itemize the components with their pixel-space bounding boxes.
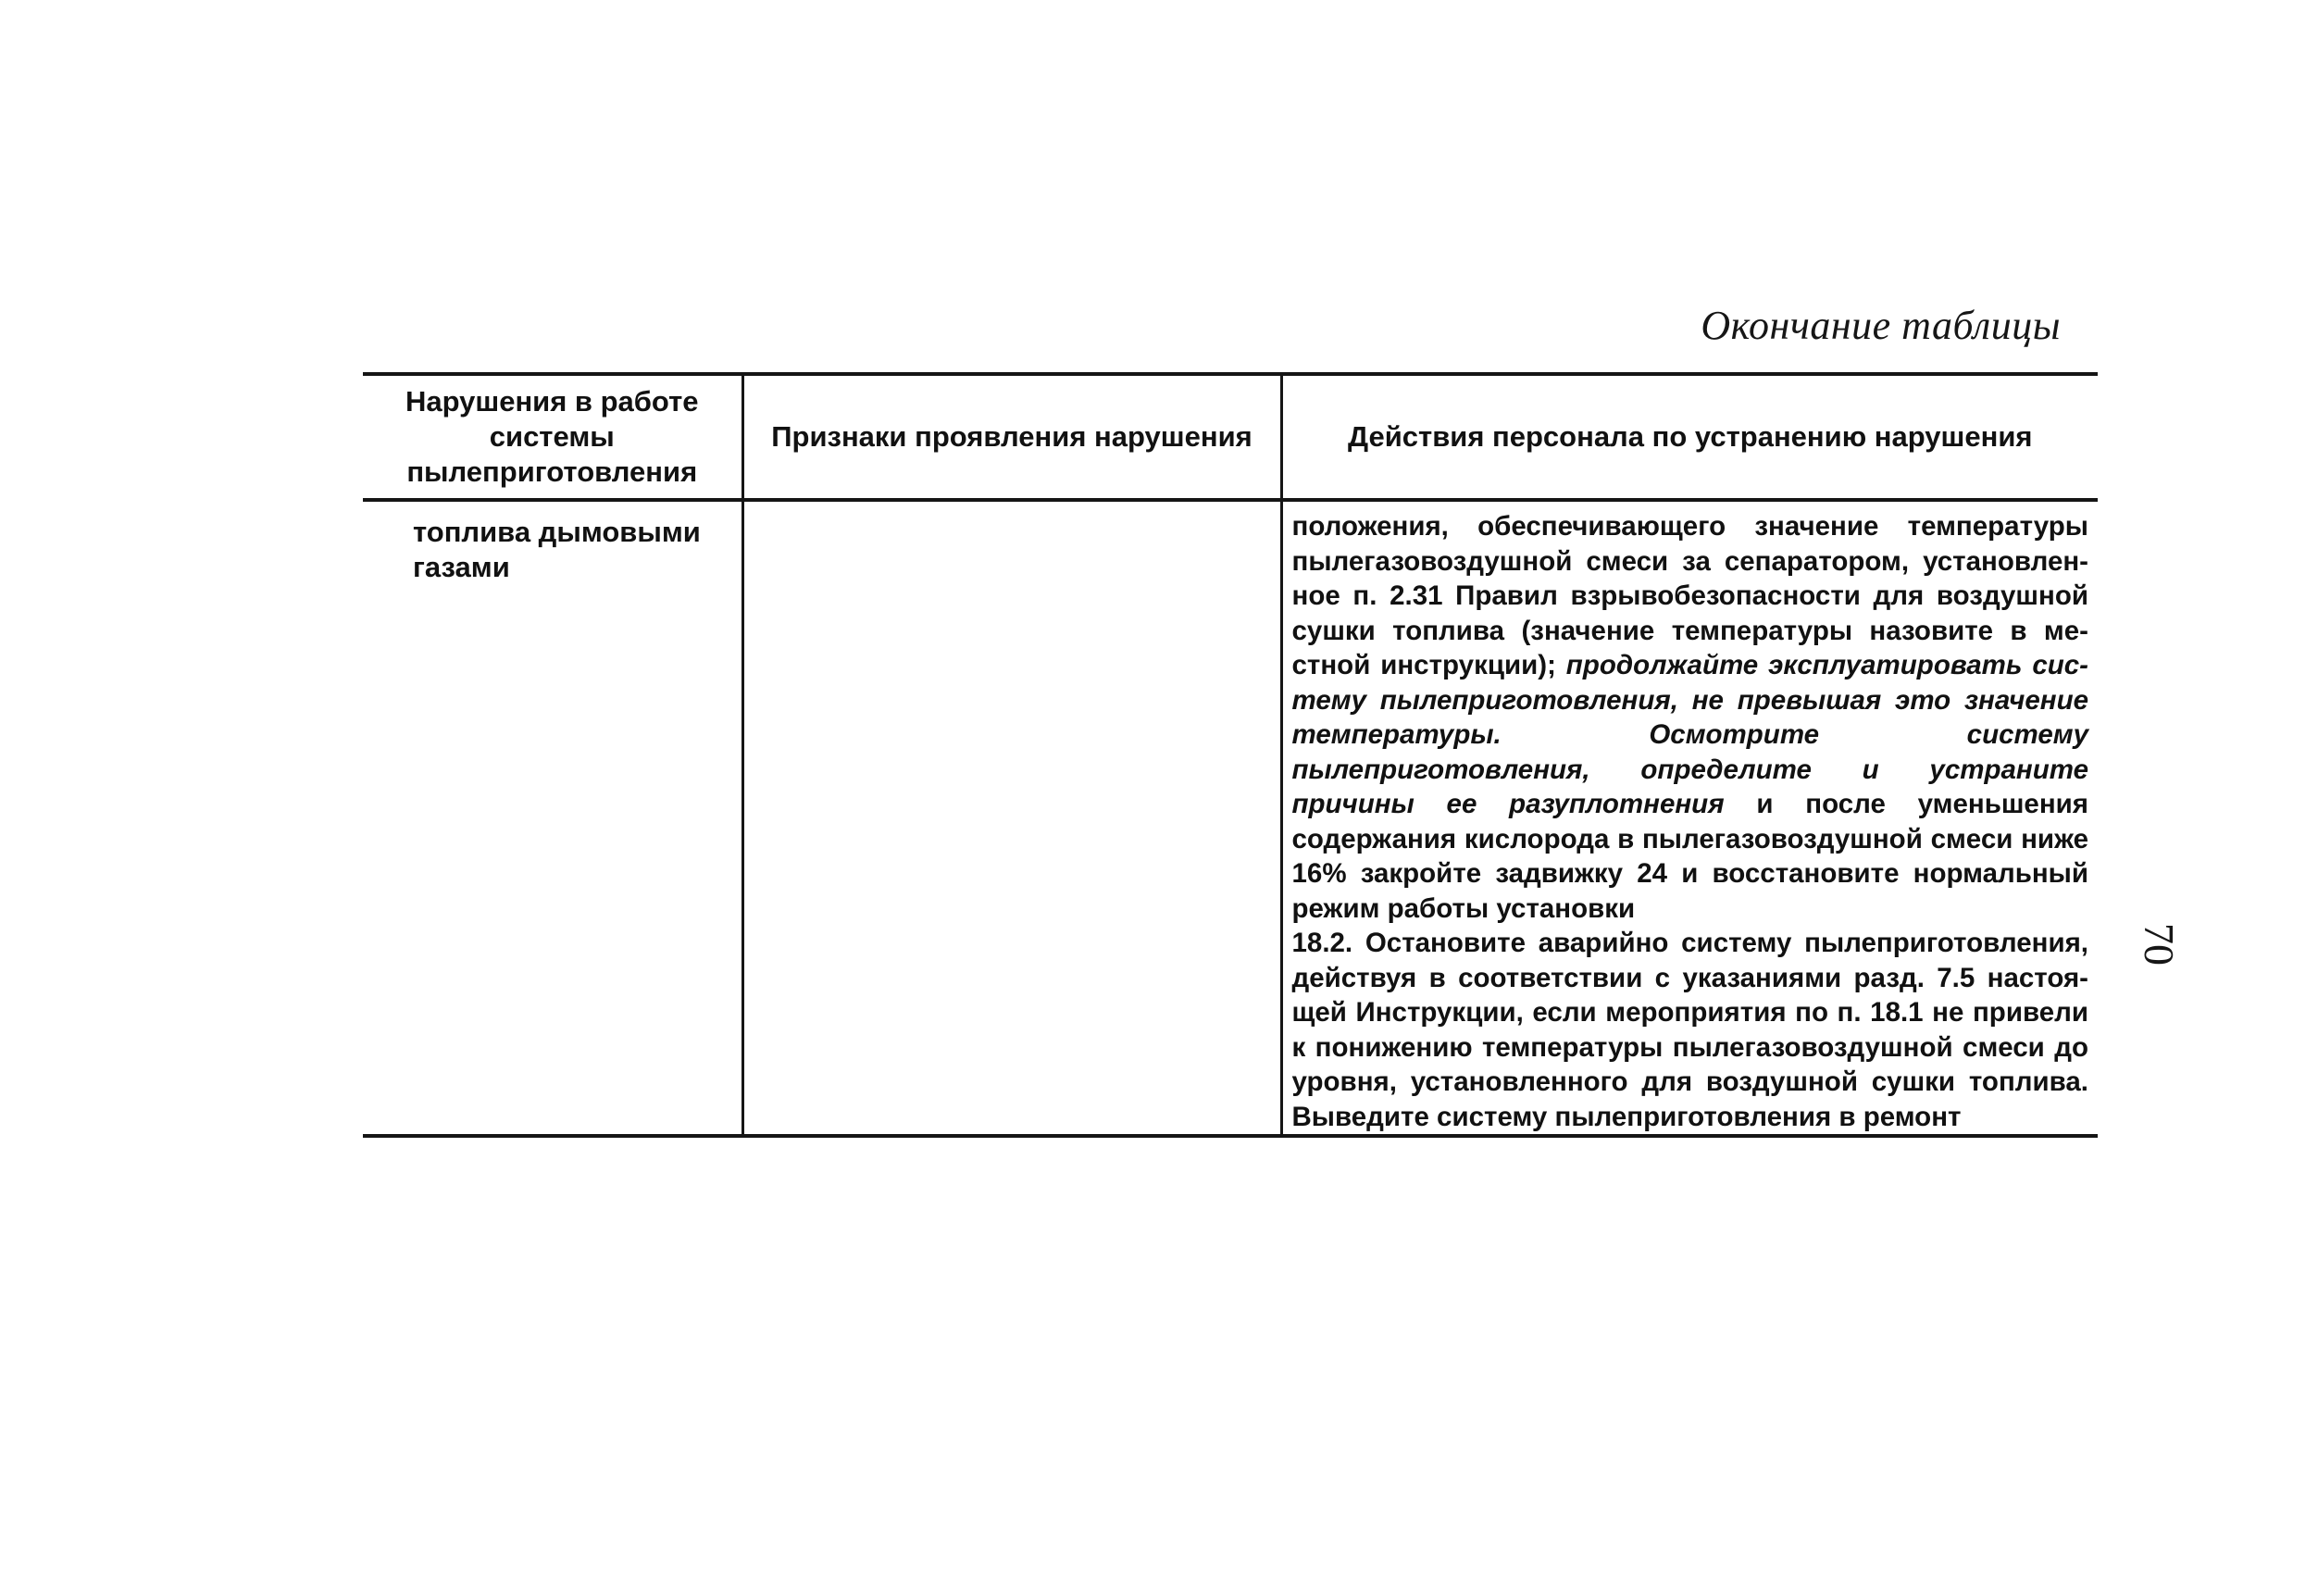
header-actions-label: Действия персонала по устранению нарушения [1348, 420, 2033, 453]
actions-part-5: 18.2. Остановите аварийно систему пылеприготовления, действуя в соответствии с указаниями разд. 7.5 настоящей Инструкции, если мероприятия по п. 18.1 не привели к понижению температуры пылегазовоздушной смеси до уровня, установленного для воздушной сушки топлива. Выведите систему пылеприготовления в ремонт [1291, 928, 2088, 1132]
table-continuation-label: Окончание таблицы [1701, 303, 2061, 348]
actions-part-1: положения, обеспечивающего значение температуры пылегазовоздушной смеси за сепаратором, установленное п. 2.31 Правил взрывобезопасности для воздушной сушки топлива (значение температуры назовите в местной инструкции); [1291, 511, 2088, 680]
cell-symptoms [742, 500, 1281, 1136]
cell-actions [1281, 500, 2098, 1136]
page-number: 70 [2136, 923, 2184, 966]
cell-violation [363, 500, 742, 1136]
header-violations [363, 374, 742, 500]
header-actions [1281, 374, 2098, 500]
table-row [363, 500, 2098, 1136]
cell-actions-text [1283, 502, 2099, 1134]
violations-table [363, 372, 2098, 1138]
violations-table-wrapper [363, 372, 2098, 1138]
cell-violation-text: топлива дымовыми газами [413, 516, 701, 583]
table-header-row [363, 374, 2098, 500]
header-symptoms [742, 374, 1281, 500]
actions-part-4: и после уменьшения содержания кислорода в пылегазовоздушной смеси ниже 16% закройте задвижку 24 и восстановите нормальный режим работы установки [1291, 789, 2088, 924]
cell-symptoms-text [744, 502, 1280, 515]
actions-part-2: продолжайте эксплуатировать систему пылеприготовления, не превышая это значение температуры. Осмотрите систему пылеприготовления, [1291, 650, 2088, 785]
header-symptoms-label: Признаки проявления нарушения [771, 420, 1252, 453]
actions-part-3: определите и устраните причины ее разуплотнения [1291, 754, 2088, 819]
header-violations-label: Нарушения в работе системы пылеприготовления [405, 385, 699, 488]
